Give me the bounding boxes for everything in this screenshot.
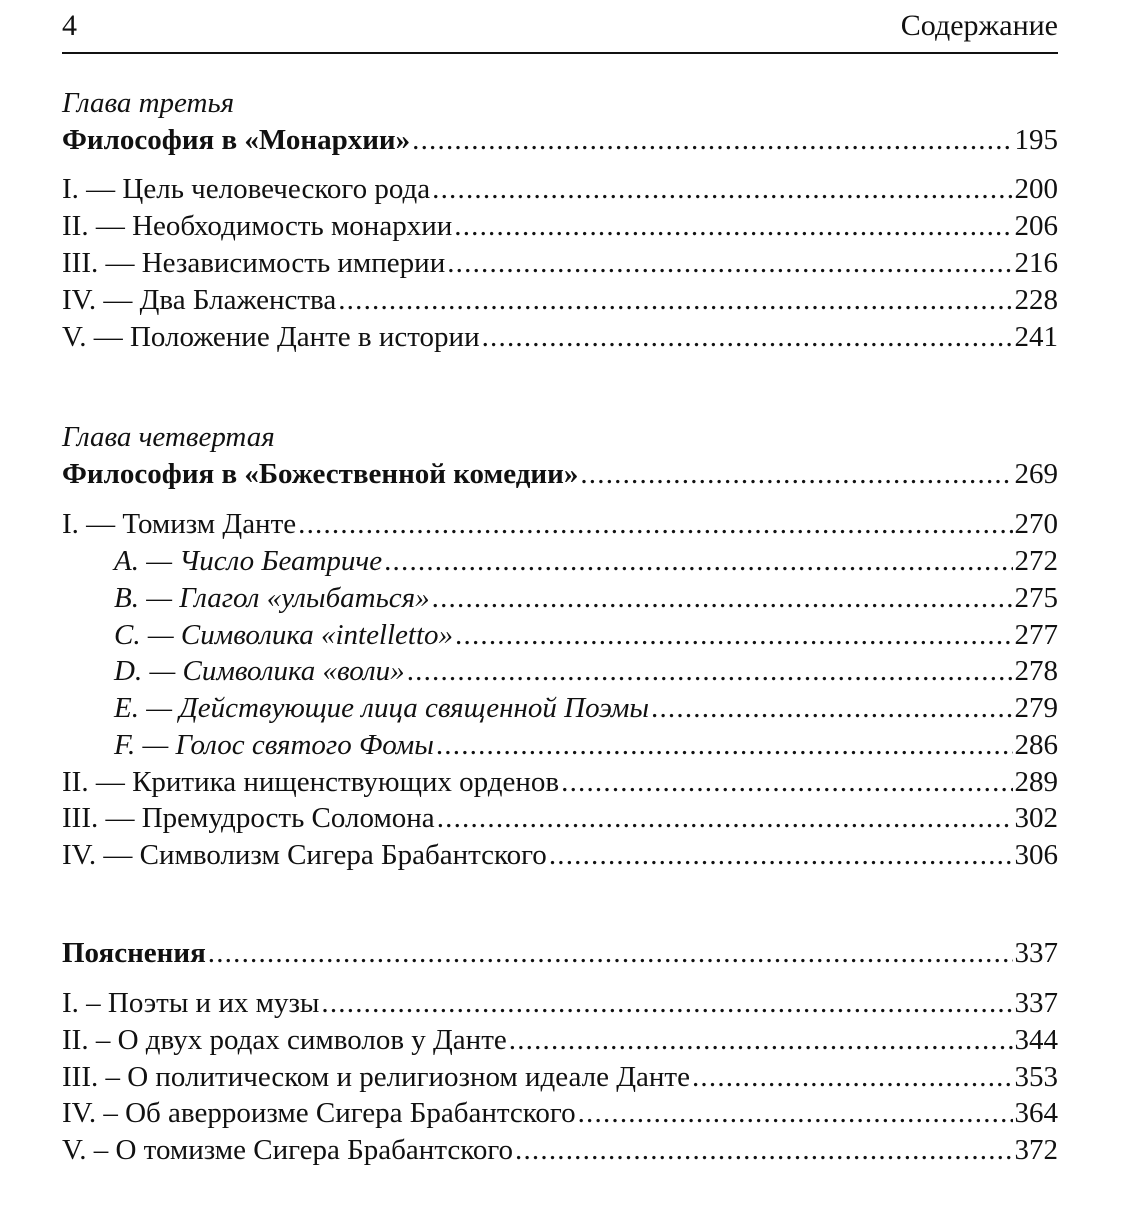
leader-dots xyxy=(407,653,1013,689)
toc-subentry[interactable] xyxy=(114,580,1058,616)
entry-title: IV. — Два Блаженства xyxy=(62,284,337,316)
chapter-title-row[interactable] xyxy=(62,122,1058,158)
toc-entry[interactable] xyxy=(62,764,1058,800)
chapter-title-row[interactable] xyxy=(62,935,1058,971)
page-ref: 278 xyxy=(1014,655,1058,687)
entry-title: B. — Глагол «улыбаться» xyxy=(114,582,430,614)
entry-title: III. — Независимость империи xyxy=(62,247,446,279)
page-ref: 302 xyxy=(1014,802,1058,834)
page-ref: 206 xyxy=(1014,210,1058,242)
leader-dots xyxy=(447,245,1012,281)
entry-title: III. – О политическом и религиозном идеале Данте xyxy=(62,1061,690,1093)
leader-dots xyxy=(208,935,1013,971)
leader-dots xyxy=(580,456,1012,492)
page-ref: 277 xyxy=(1014,619,1058,651)
chapter-label: Глава третья xyxy=(62,87,235,119)
page-number: 4 xyxy=(62,9,77,42)
toc-entry[interactable] xyxy=(62,319,1058,355)
toc-subentry[interactable] xyxy=(114,617,1058,653)
leader-dots xyxy=(432,171,1012,207)
running-title: Содержание xyxy=(900,9,1058,42)
leader-dots xyxy=(321,985,1012,1021)
entry-title: II. — Необходимость монархии xyxy=(62,210,453,242)
toc-subentry[interactable] xyxy=(114,727,1058,763)
toc-subentry[interactable] xyxy=(114,543,1058,579)
leader-dots xyxy=(561,764,1012,800)
toc-subentry[interactable] xyxy=(114,653,1058,689)
toc-entry[interactable] xyxy=(62,1095,1058,1131)
toc-entry[interactable] xyxy=(62,171,1058,207)
chapter-title: Пояснения xyxy=(62,937,206,969)
leader-dots xyxy=(432,580,1013,616)
page-ref: 364 xyxy=(1014,1097,1058,1129)
entry-title: C. — Символика «intelletto» xyxy=(114,619,454,651)
entry-title: II. – О двух родах символов у Данте xyxy=(62,1024,507,1056)
toc-entry[interactable] xyxy=(62,245,1058,281)
entry-title: D. — Символика «воли» xyxy=(114,655,405,687)
page-ref: 306 xyxy=(1014,839,1058,871)
entry-title: F. — Голос святого Фомы xyxy=(114,729,434,761)
entry-title: E. — Действующие лица священной Поэмы xyxy=(114,692,650,724)
leader-dots xyxy=(578,1095,1013,1131)
entry-title: V. – О томизме Сигера Брабантского xyxy=(62,1134,514,1166)
entry-title: V. — Положение Данте в истории xyxy=(62,321,480,353)
leader-dots xyxy=(692,1059,1013,1095)
page-ref: 270 xyxy=(1014,508,1058,540)
toc-entry[interactable] xyxy=(62,282,1058,318)
toc-entry[interactable] xyxy=(62,506,1058,542)
leader-dots xyxy=(298,506,1012,542)
page-ref: 286 xyxy=(1014,729,1058,761)
toc-entry[interactable] xyxy=(62,800,1058,836)
entry-title: I. – Поэты и их музы xyxy=(62,987,320,1019)
toc-entry[interactable] xyxy=(62,837,1058,873)
chapter-title-row[interactable] xyxy=(62,456,1058,492)
entry-title: I. — Цель человеческого рода xyxy=(62,173,431,205)
leader-dots xyxy=(482,319,1013,355)
page-ref: 200 xyxy=(1014,173,1058,205)
page-ref: 228 xyxy=(1014,284,1058,316)
page-ref: 241 xyxy=(1014,321,1058,353)
chapter-label: Глава четвертая xyxy=(62,421,275,453)
page-header xyxy=(62,8,1058,54)
toc-entry[interactable] xyxy=(62,985,1058,1021)
leader-dots xyxy=(412,122,1012,158)
leader-dots xyxy=(455,617,1012,653)
page-ref: 372 xyxy=(1014,1134,1058,1166)
toc-subentry[interactable] xyxy=(114,690,1058,726)
leader-dots xyxy=(509,1022,1013,1058)
leader-dots xyxy=(384,543,1012,579)
page-ref: 195 xyxy=(1014,124,1058,156)
leader-dots xyxy=(436,727,1013,763)
leader-dots xyxy=(549,837,1013,873)
toc-entry[interactable] xyxy=(62,208,1058,244)
entry-title: I. — Томизм Данте xyxy=(62,508,297,540)
leader-dots xyxy=(437,800,1013,836)
page-ref: 353 xyxy=(1014,1061,1058,1093)
page-ref: 289 xyxy=(1014,766,1058,798)
leader-dots xyxy=(515,1132,1012,1168)
page-ref: 344 xyxy=(1014,1024,1058,1056)
page-ref: 337 xyxy=(1014,937,1058,969)
page-ref: 272 xyxy=(1014,545,1058,577)
toc-entry[interactable] xyxy=(62,1022,1058,1058)
entry-title: II. — Критика нищенствующих орденов xyxy=(62,766,560,798)
page-ref: 275 xyxy=(1014,582,1058,614)
chapter-title: Философия в «Божественной комедии» xyxy=(62,458,579,490)
leader-dots xyxy=(651,690,1012,726)
page-ref: 216 xyxy=(1014,247,1058,279)
entry-title: A. — Число Беатриче xyxy=(114,545,383,577)
entry-title: IV. – Об аверроизме Сигера Брабантского xyxy=(62,1097,576,1129)
page-ref: 279 xyxy=(1014,692,1058,724)
toc-entry[interactable] xyxy=(62,1132,1058,1168)
entry-title: IV. — Символизм Сигера Брабантского xyxy=(62,839,547,871)
page-ref: 337 xyxy=(1014,987,1058,1019)
toc-entry[interactable] xyxy=(62,1059,1058,1095)
leader-dots xyxy=(338,282,1012,318)
entry-title: III. — Премудрость Соломона xyxy=(62,802,435,834)
page-ref: 269 xyxy=(1014,458,1058,490)
chapter-title: Философия в «Монархии» xyxy=(62,124,411,156)
leader-dots xyxy=(454,208,1012,244)
toc-page xyxy=(62,0,1058,1228)
